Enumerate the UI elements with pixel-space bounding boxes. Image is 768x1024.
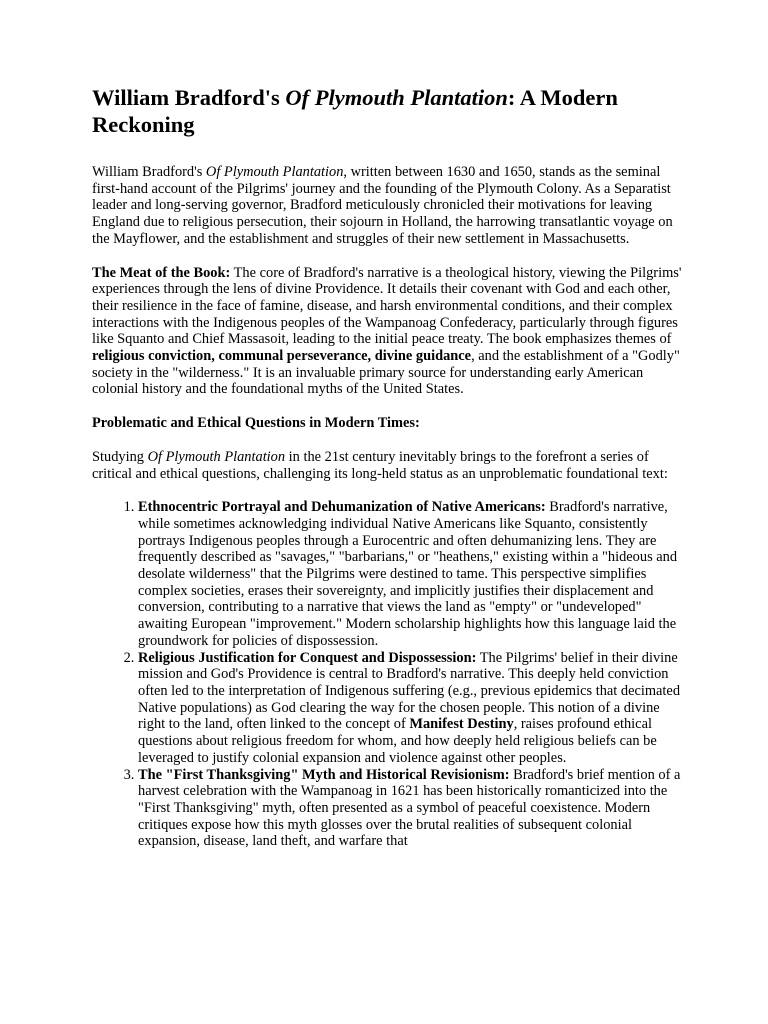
questions-list [92,499,682,850]
meat-themes: religious conviction, communal perseverance, divine guidance [92,348,472,365]
studying-book-name: Of Plymouth Plantation [147,448,286,465]
list-item: 1. Ethnocentric Portrayal and Dehumanization of Native Americans: Bradford's narrative, while sometimes acknowledging individual Native Americans like Squanto, consistently portrays Indigenous peoples through a Eurocentric and often dehumanizing lens. They are frequently described as "savages," "barbarians," or "heathens," existing within a "hideous and desolate wilderness" that the Pilgrims were destined to tame. This perspective simplifies complex societies, erases their sovereignty, and implicitly justifies their displacement and conversion, contributing to a narrative that views the land as "empty" or "undeveloped" awaiting European "improvement." Modern scholarship highlights how this language laid the groundwork for policies of dispossession. [138,499,682,649]
intro-paragraph: William Bradford's Of Plymouth Plantation, written between 1630 and 1650, stands as the seminal first-hand account of the Pilgrims' journey and the founding of the Plymouth Colony. As a Separatist leader and long-serving governor, Bradford meticulously chronicled their motivations for leaving England due to religious persecution, their sojourn in Holland, the harrowing transatlantic voyage on the Mayflower, and the establishment and struggles of their new settlement in Massachusetts. [92,164,673,247]
meat-label: The Meat of the Book: [92,264,231,281]
list-item: 2. Religious Justification for Conquest and Dispossession: The Pilgrims' belief in their divine mission and God's Providence is central to Bradford's narrative. This deeply held conviction often led to the interpretation of Indigenous suffering (e.g., previous epidemics that decimated Native populations) as God clearing the way for the chosen people. This notion of a divine right to the land, often linked to the concept of Manifest Destiny, raises profound ethical questions about religious freedom for whom, and how deeply held religious beliefs can be leveraged to justify colonial expansion and violence against other peoples. [138,650,682,767]
list-item-heading: Ethnocentric Portrayal and Dehumanization of Native Americans: [138,499,546,516]
list-item: 3. The "First Thanksgiving" Myth and Historical Revisionism: Bradford's brief mention of a harvest celebration with the Wampanoag in 1621 has been historically romanticized into the "First Thanksgiving" myth, often presented as a symbol of peaceful coexistence. Modern critiques expose how this myth glosses over the brutal realities of subsequent colonial expansion, disease, land theft, and warfare that [138,767,682,851]
studying-paragraph: Studying Of Plymouth Plantation in the 21st century inevitably brings to the forefront a series of critical and ethical questions, challenging its long-held status as an unproblematic foundational text: [92,448,668,482]
intro-book-name: Of Plymouth Plantation [205,164,344,180]
title-prefix: William Bradford's [92,85,286,110]
document-page [92,84,682,850]
list-item-heading: Religious Justification for Conquest and Dispossession: [138,649,477,666]
title-suffix: : A Modern Reckoning [92,85,618,137]
list-item-heading: The "First Thanksgiving" Myth and Historical Revisionism: [138,766,510,783]
document-title [92,84,682,138]
problem-heading: Problematic and Ethical Questions in Modern Times: [92,415,420,432]
title-book-name: Of Plymouth Plantation [285,85,508,110]
manifest-destiny-term: Manifest Destiny [409,716,514,733]
meat-paragraph: The Meat of the Book: The core of Bradford's narrative is a theological history, viewing the Pilgrims' experiences through the lens of divine Providence. It details their covenant with God and each other, their resilience in the face of famine, disease, and harsh environmental conditions, and their complex interactions with the Indigenous peoples of the Wampanoag Confederacy, particularly through figures like Squanto and Chief Massasoit, leading to the initial peace treaty. The book emphasizes themes of religious conviction, communal perseverance, divine guidance, and the establishment of a "Godly" society in the "wilderness." It is an invaluable primary source for understanding early American colonial history and the foundational myths of the United States. [92,264,682,398]
